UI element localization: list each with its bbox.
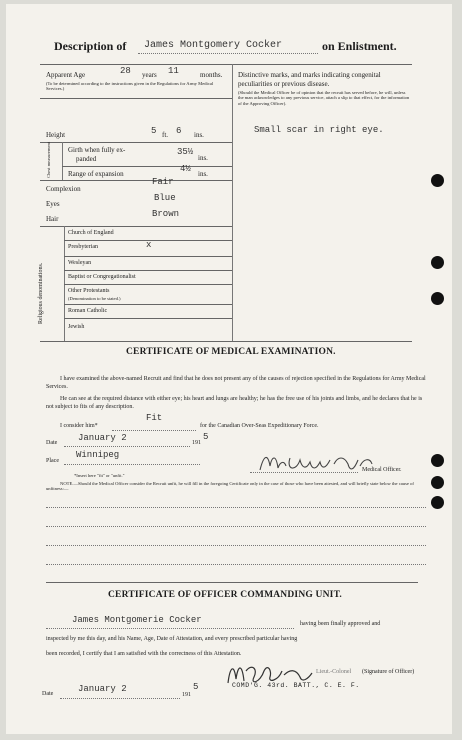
- officer-text-1: having been finally approved and: [300, 621, 381, 627]
- medical-para-1: I have examined the above-named Recruit and find that he does not present any of the causes of rejection specified in the Regulations for Army Medical Services.: [46, 376, 426, 390]
- religion-roman-catholic: Roman Catholic: [68, 308, 108, 314]
- form-title-prefix: Description of: [54, 39, 127, 53]
- height-in-value: 6: [176, 126, 182, 136]
- officer-recruit-name: James Montgomerie Cocker: [72, 615, 202, 625]
- officer-text-3: been recorded, I certify that I am satisfied with the correctness of this Attestation.: [46, 651, 242, 657]
- religion-baptist: Baptist or Congregationalist: [68, 274, 136, 280]
- religion-presbyterian: Presbyterian: [68, 244, 98, 250]
- months-label: months.: [200, 71, 223, 79]
- height-ft-value: 5: [151, 126, 157, 136]
- girth-ins-label: ins.: [198, 154, 208, 162]
- medical-year-suffix: 5: [203, 432, 209, 442]
- age-years-value: 28: [120, 66, 131, 76]
- officer-signature-label: (Signature of Officer): [362, 669, 415, 675]
- punch-hole: [431, 292, 444, 305]
- religion-wesleyan: Wesleyan: [68, 260, 92, 266]
- insert-note: *Insert here "fit" or "unfit.": [74, 473, 125, 478]
- other-protestants-note: (Denomination to be stated.): [68, 296, 121, 301]
- medical-certificate-heading: CERTIFICATE OF MEDICAL EXAMINATION.: [126, 347, 336, 357]
- medical-date-label: Date: [46, 440, 58, 446]
- range-value: 4½: [180, 164, 191, 174]
- place-value: Winnipeg: [76, 450, 120, 460]
- place-label: Place: [46, 458, 59, 464]
- officer-year-suffix: 5: [193, 682, 199, 692]
- religion-presbyterian-mark: x: [146, 240, 152, 250]
- unfit-note: NOTE.—Should the Medical Officer consider the Recruit unfit, he will fill in the foregoing Certificate only in the case of those who have been attested, and will briefly state below the cause of unfitness:—: [46, 481, 414, 492]
- age-label: Apparent Age: [46, 71, 86, 79]
- consider-label: I consider him*: [60, 423, 98, 429]
- religion-jewish: Jewish: [68, 324, 85, 330]
- medical-date-value: January 2: [78, 433, 127, 443]
- years-label: years: [142, 71, 157, 79]
- unit-stamp: COMD'G. 43rd. BATT., C. E. F.: [232, 682, 360, 689]
- complexion-label: Complexion: [46, 185, 81, 193]
- age-note: (To be determined according to the instructions given in the Regulations for Army Medical Services.): [46, 81, 214, 92]
- officer-year-prefix: 191: [182, 692, 191, 698]
- hair-value: Brown: [152, 209, 180, 219]
- range-label: Range of expansion: [68, 170, 124, 178]
- eyes-value: Blue: [154, 193, 176, 203]
- punch-hole: [431, 476, 444, 489]
- medical-officer-label: Medical Officer.: [362, 467, 402, 473]
- punch-hole: [431, 256, 444, 269]
- officer-certificate-heading: CERTIFICATE OF OFFICER COMMANDING UNIT.: [108, 590, 342, 600]
- complexion-value: Fair: [152, 177, 174, 187]
- religion-side-label: Religious denominations.: [38, 262, 44, 324]
- eyes-label: Eyes: [46, 200, 60, 208]
- girth-label-2: panded: [76, 155, 97, 163]
- marks-heading-2: peculiarities or previous disease.: [238, 80, 330, 88]
- height-label: Height: [46, 131, 66, 139]
- ins-label: ins.: [194, 131, 204, 139]
- consider-suffix: for the Canadian Over-Seas Expeditionary Force.: [200, 423, 319, 429]
- officer-date-label: Date: [42, 691, 54, 697]
- religion-church-of-england: Church of England: [68, 230, 114, 236]
- distinctive-marks-value: Small scar in right eye.: [254, 125, 384, 135]
- marks-heading-1: Distinctive marks, and marks indicating congenital: [238, 71, 381, 79]
- punch-hole: [431, 174, 444, 187]
- attestation-form-page: [6, 4, 452, 734]
- medical-para-2: He can see at the required distance with either eye; his heart and lungs are healthy; he has the free use of his joints and limbs, and he declares that he is not subject to fits of any description.: [46, 396, 423, 410]
- range-ins-label: ins.: [198, 170, 208, 178]
- marks-note: (Should the Medical Officer be of opinion that the recruit has served before, he will, unless the man acknowledges to any previous service, attach a slip to that effect, for the information of the Approving Officer).: [238, 90, 410, 106]
- recruit-name: James Montgomery Cocker: [144, 40, 283, 51]
- officer-text-2: inspected by me this day, and his Name, Age, Date of Attestation, and every prescribed particular having: [46, 636, 298, 642]
- officer-date-value: January 2: [78, 684, 127, 694]
- girth-label-1: Girth when fully ex-: [68, 146, 126, 154]
- medical-year-prefix: 191: [192, 440, 201, 446]
- punch-hole: [431, 496, 444, 509]
- chest-side-label: Chest measurement: [46, 141, 51, 178]
- fit-value: Fit: [146, 413, 163, 423]
- form-title-suffix: on Enlistment.: [322, 39, 397, 53]
- age-months-value: 11: [168, 66, 179, 76]
- punch-hole: [431, 454, 444, 467]
- religion-other-protestants: Other Protestants: [68, 288, 110, 294]
- ft-label: ft.: [162, 131, 169, 139]
- girth-value: 35½: [177, 147, 194, 157]
- hair-label: Hair: [46, 215, 59, 223]
- medical-officer-signature: [256, 448, 376, 478]
- officer-rank: Lieut.-Colonel: [316, 669, 352, 675]
